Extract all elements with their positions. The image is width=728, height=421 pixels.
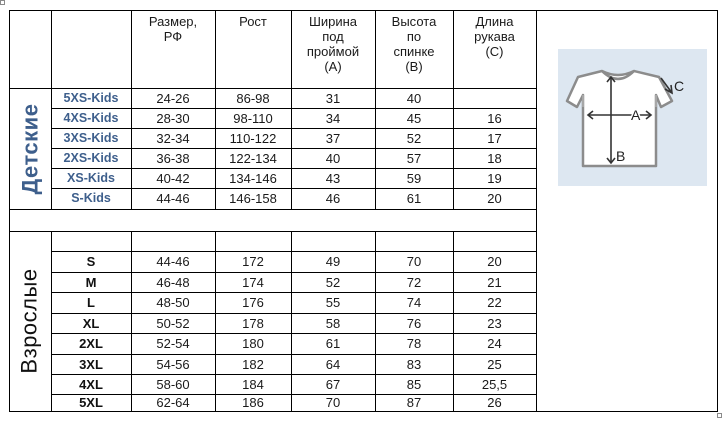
back-cell: 70: [406, 254, 422, 269]
size-code-cell: 3XL: [79, 356, 103, 372]
column-header-height: [215, 10, 291, 88]
resize-handle-top-left[interactable]: [0, 0, 5, 5]
size-cell: 36-38: [156, 150, 190, 166]
back-cell: 85: [406, 376, 422, 392]
adults-group-label-text: Взрослые: [17, 268, 42, 374]
grid-line: [536, 10, 537, 411]
sleeve-cell: 16: [487, 110, 502, 126]
size-code-cell: M: [85, 274, 97, 290]
size-cell: 28-30: [156, 110, 190, 126]
size-code-cell: S-Kids: [71, 191, 111, 205]
width-cell: 34: [325, 110, 341, 126]
size-code-cell: 3XS-Kids: [63, 130, 119, 145]
width-cell: 58: [325, 315, 341, 331]
size-cell: 62-64: [156, 395, 190, 410]
height-cell: 86-98: [236, 90, 270, 106]
tshirt-icon: [558, 49, 707, 186]
kids-group-label-text: Детские: [17, 103, 43, 194]
grid-line: [9, 411, 718, 412]
label-a: A: [631, 107, 641, 123]
size-cell: 46-48: [156, 274, 190, 290]
sleeve-cell: [453, 88, 536, 108]
back-cell: 74: [406, 295, 422, 310]
back-cell: 52: [406, 130, 422, 146]
width-cell: 55: [325, 295, 341, 310]
size-cell: 40-42: [156, 170, 190, 186]
size-code-cell: L: [87, 295, 95, 310]
sleeve-cell: 22: [487, 295, 502, 310]
grid-line: [717, 10, 718, 411]
grid-line: [9, 209, 536, 210]
size-cell: 44-46: [156, 254, 190, 269]
width-cell: 61: [325, 336, 341, 351]
width-cell: 52: [325, 274, 341, 290]
size-code-cell: XS-Kids: [67, 170, 115, 185]
back-cell: 78: [406, 336, 422, 351]
size-code-cell: 5XL: [79, 395, 103, 410]
back-cell: 83: [406, 356, 422, 372]
height-cell: 182: [242, 356, 264, 372]
back-cell: 40: [406, 90, 422, 106]
size-cell: 54-56: [156, 356, 190, 372]
size-cell: 50-52: [156, 315, 190, 331]
height-cell: 146-158: [229, 191, 277, 206]
label-b: B: [616, 148, 626, 164]
size-cell: 48-50: [156, 295, 190, 310]
width-cell: 37: [325, 130, 341, 146]
height-cell: 172: [242, 254, 264, 269]
grid-line: [9, 231, 536, 232]
size-cell: 52-54: [156, 336, 190, 351]
column-header-width: [291, 10, 375, 88]
sleeve-cell: 24: [487, 336, 502, 351]
back-cell: 57: [406, 150, 422, 166]
height-cell: 186: [242, 395, 264, 410]
height-cell: 122-134: [229, 150, 277, 166]
width-cell: 70: [325, 395, 341, 410]
width-cell: 64: [325, 356, 341, 372]
sleeve-cell: 20: [487, 254, 502, 269]
width-cell: 67: [325, 376, 341, 392]
back-cell: 76: [406, 315, 422, 331]
label-c: C: [674, 78, 685, 94]
sleeve-cell: 25,5: [481, 376, 508, 392]
column-header-size: [131, 10, 215, 88]
adults-group-label: [9, 231, 51, 411]
column-header-sleeve-label: Длина рукава (С): [474, 14, 515, 59]
size-code-cell: 2XS-Kids: [63, 150, 119, 165]
width-cell: 49: [325, 254, 341, 269]
size-code-cell: 5XS-Kids: [63, 90, 119, 105]
width-cell: 46: [325, 191, 341, 206]
height-cell: 184: [242, 376, 264, 392]
width-cell: 31: [325, 90, 341, 106]
sleeve-cell: 19: [487, 170, 502, 186]
size-code-cell: XL: [82, 315, 100, 331]
size-code-cell: 4XS-Kids: [63, 110, 119, 125]
width-cell: 40: [325, 150, 341, 166]
size-cell: 24-26: [156, 90, 190, 106]
size-code-cell: 4XL: [79, 376, 103, 392]
size-code-cell: S: [86, 254, 96, 269]
width-cell: 43: [325, 170, 341, 186]
sleeve-cell: 25: [487, 356, 502, 372]
size-cell: 32-34: [156, 130, 190, 146]
column-header-back: [375, 10, 453, 88]
height-cell: 110-122: [229, 130, 277, 146]
kids-group-label: [9, 88, 51, 209]
sleeve-cell: 21: [487, 274, 502, 290]
column-header-size-label: Размер, РФ: [148, 14, 198, 44]
column-header-height-label: Рост: [239, 14, 267, 29]
back-cell: 87: [406, 395, 422, 410]
height-cell: 134-146: [229, 170, 277, 186]
back-cell: 45: [406, 110, 422, 126]
sleeve-cell: 17: [487, 130, 502, 146]
size-code-cell: 2XL: [79, 336, 103, 351]
column-header-sleeve: [453, 10, 536, 88]
resize-handle-bottom-right[interactable]: [717, 413, 722, 418]
size-cell: 58-60: [156, 376, 190, 392]
height-cell: 180: [242, 336, 264, 351]
size-chart-table: [9, 10, 717, 411]
sleeve-cell: 26: [487, 395, 502, 410]
height-cell: 98-110: [233, 110, 273, 126]
sleeve-cell: 18: [487, 150, 502, 166]
sleeve-cell: 20: [487, 191, 502, 206]
size-cell: 44-46: [156, 191, 190, 206]
column-header-width-label: Ширина под проймой (А): [306, 14, 360, 74]
height-cell: 174: [242, 274, 264, 290]
height-cell: 178: [242, 315, 264, 331]
back-cell: 72: [406, 274, 422, 290]
sleeve-cell: 23: [487, 315, 502, 331]
back-cell: 59: [406, 170, 422, 186]
column-header-back-label: Высота по спинке (В): [391, 14, 437, 74]
tshirt-measurement-diagram: [558, 49, 707, 186]
height-cell: 176: [242, 295, 264, 310]
back-cell: 61: [406, 191, 422, 206]
